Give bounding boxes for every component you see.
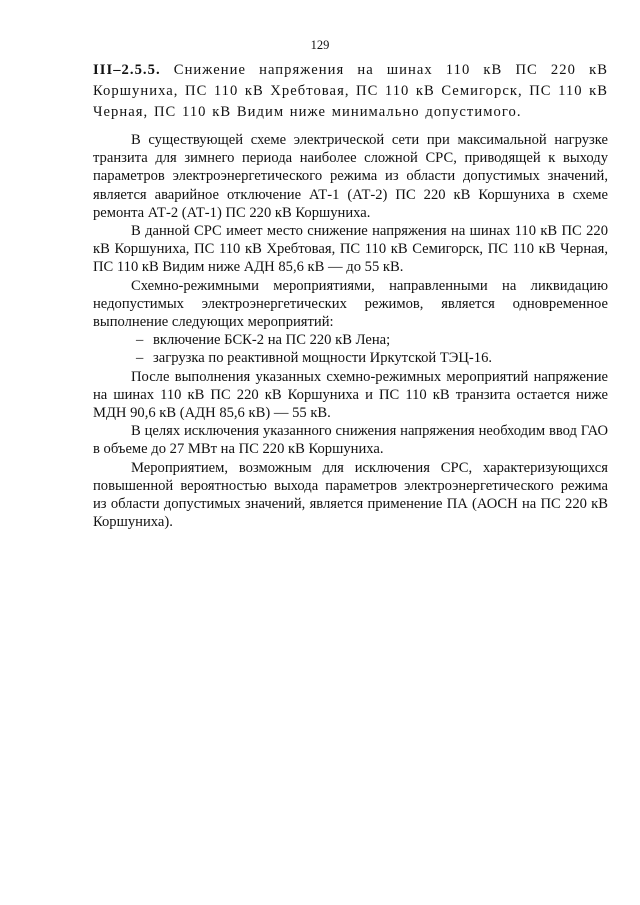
page-number: 129 (310, 38, 330, 52)
dash-marker: – (136, 332, 144, 349)
paragraph-3: Схемно-режимными мероприятиями, направленными на ликвидацию недопустимых электроэнергетических режимов, является одновременное выполнение следующих мероприятий: (93, 277, 608, 331)
paragraph-2: В данной СРС имеет место снижение напряжения на шинах 110 кВ ПС 220 кВ Коршуниха, ПС 110 кВ Хребтовая, ПС 110 кВ Семигорск, ПС 110 кВ Черная, ПС 110 кВ Видим ниже АДН 85,6 кВ — до 55 кВ. (93, 223, 608, 276)
paragraph-1: В существующей схеме электрической сети при максимальной нагрузке транзита для зимнего периода наиболее сложной СРС, приводящей к выходу параметров электроэнергетического режима из области допустимых значений, является аварийное отключение АТ-1 (АТ-2) ПС 220 кВ Коршуниха в схеме ремонта АТ-2 (АТ-1) ПС 220 кВ Коршуниха. (93, 132, 608, 221)
list-item-text: загрузка по реактивной мощности Иркутской ТЭЦ-16. (153, 350, 493, 367)
paragraph-4: После выполнения указанных схемно-режимных мероприятий напряжение на шинах 110 кВ ПС 220 кВ Коршуниха и ПС 110 кВ транзита остается ниже МДН 90,6 кВ (АДН 85,6 кВ) — 55 кВ. (93, 368, 608, 422)
list-item (93, 349, 608, 367)
list-item (93, 331, 608, 349)
section-title: Снижение напряжения на шинах 110 кВ ПС 220 кВ Коршуниха, ПС 110 кВ Хребтовая, ПС 110 кВ Семигорск, ПС 110 кВ Черная, ПС 110 кВ Видим ниже минимально допустимого. (93, 62, 608, 120)
section-heading (93, 60, 608, 123)
measures-list (93, 331, 608, 367)
paragraph-6: Мероприятием, возможным для исключения СРС, характеризующихся повышенной вероятностью выхода параметров электроэнергетического режима из области допустимых значений, является применение ПА (АОСН на ПС 220 кВ Коршуниха). (93, 459, 608, 531)
document-body (93, 60, 608, 531)
dash-marker: – (136, 350, 144, 367)
paragraph-5: В целях исключения указанного снижения напряжения необходим ввод ГАО в объеме до 27 МВт на ПС 220 кВ Коршуниха. (93, 423, 608, 458)
section-number: III–2.5.5. (93, 62, 161, 78)
list-item-text: включение БСК-2 на ПС 220 кВ Лена; (153, 332, 391, 349)
